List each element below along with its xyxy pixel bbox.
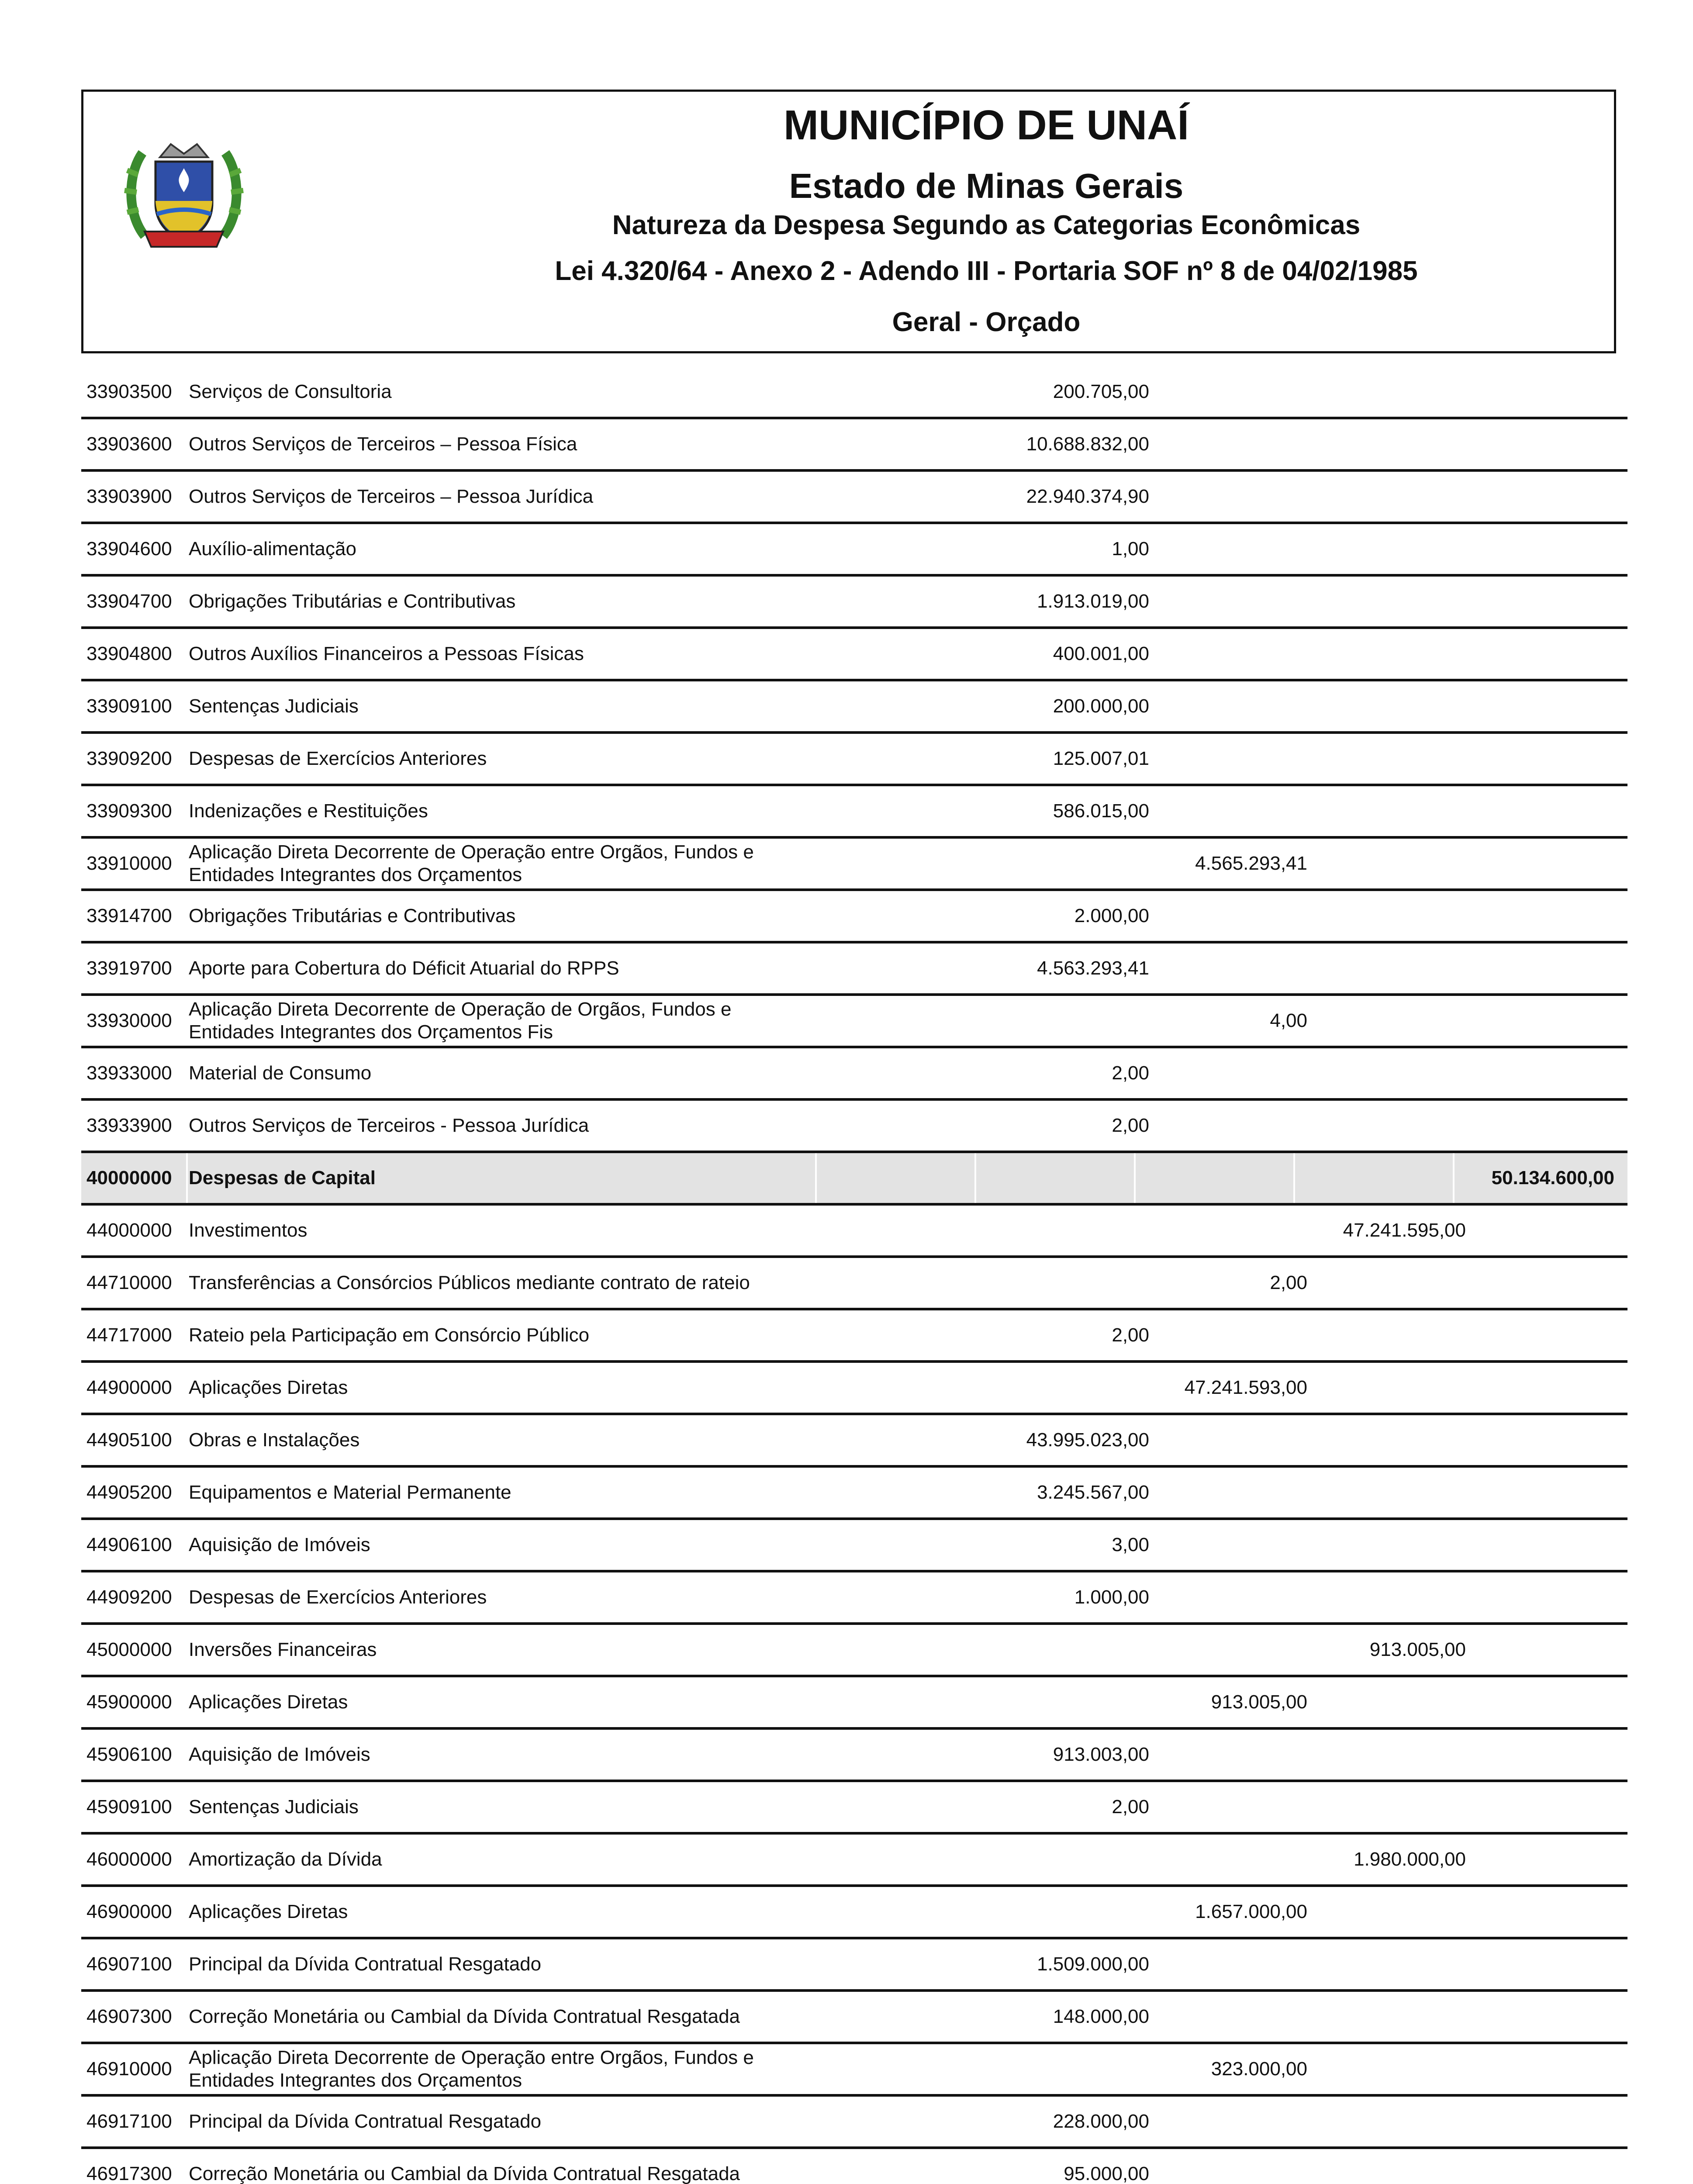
amount-c2: 2,00 [1270,1272,1307,1293]
account-description: Aplicação Direta Decorrente de Operação de Orgãos, Fundos e Entidades Integrantes dos Orçamentos Fis [189,999,732,1043]
table-row [81,1992,1627,2044]
amount-c1: 913.003,00 [1053,1744,1149,1765]
account-description: Principal da Dívida Contratual Resgatado [189,1953,542,1975]
table-row [81,1939,1627,1992]
table-row [81,1048,1627,1101]
expense-table [81,367,1627,2184]
account-code: 33909100 [86,695,172,717]
amount-c1: 125.007,01 [1053,748,1149,769]
table-row [81,681,1627,734]
amount-c1: 22.940.374,90 [1026,486,1149,507]
amount-c1: 586.015,00 [1053,800,1149,822]
amount-c1: 400.001,00 [1053,643,1149,664]
amount-c1: 2,00 [1112,1115,1149,1136]
account-description: Material de Consumo [189,1062,372,1084]
account-code: 46907100 [86,1953,172,1975]
account-description: Despesas de Exercícios Anteriores [189,1586,487,1608]
account-description: Amortização da Dívida [189,1849,382,1870]
account-code: 45906100 [86,1744,172,1765]
account-description: Equipamentos e Material Permanente [189,1482,511,1503]
amount-c1: 1.000,00 [1074,1586,1149,1608]
amount-c3: 1.980.000,00 [1354,1849,1466,1870]
account-description: Aquisição de Imóveis [189,1744,370,1765]
account-description: Aplicações Diretas [189,1691,348,1713]
account-description: Auxílio-alimentação [189,538,356,560]
account-code: 46900000 [86,1901,172,1922]
account-code: 46917100 [86,2111,172,2132]
table-row [81,367,1627,419]
account-code: 33910000 [86,853,172,874]
account-code: 44906100 [86,1534,172,1555]
account-description: Obras e Instalações [189,1429,360,1451]
amount-c2: 47.241.593,00 [1184,1377,1307,1398]
table-row [81,524,1627,577]
table-row [81,1258,1627,1310]
table-row [81,2097,1627,2149]
account-code: 33903500 [86,381,172,402]
account-description: Despesas de Exercícios Anteriores [189,748,487,769]
table-row [81,577,1627,629]
account-code: 46917300 [86,2163,172,2184]
report-scope: Geral - Orçado [892,307,1081,337]
amount-c1: 2,00 [1112,1796,1149,1818]
amount-c1: 1.509.000,00 [1037,1953,1149,1975]
account-description: Outros Serviços de Terceiros – Pessoa Física [189,433,577,455]
account-description: Aplicações Diretas [189,1901,348,1922]
table-row [81,1887,1627,1939]
state-name: Estado de Minas Gerais [789,166,1184,205]
table-row [81,2044,1627,2097]
account-code: 45909100 [86,1796,172,1818]
legal-reference: Lei 4.320/64 - Anexo 2 - Adendo III - Portaria SOF nº 8 de 04/02/1985 [555,256,1418,286]
amount-c3: 913.005,00 [1369,1639,1466,1660]
account-code: 33904700 [86,591,172,612]
amount-c1: 43.995.023,00 [1026,1429,1149,1451]
table-row [81,1153,1627,1206]
table-row [81,1520,1627,1572]
account-description: Transferências a Consórcios Públicos mediante contrato de rateio [189,1272,750,1293]
amount-c4: 50.134.600,00 [1491,1167,1614,1189]
report-title: Natureza da Despesa Segundo as Categorias Econômicas [612,210,1361,240]
amount-c1: 200.705,00 [1053,381,1149,402]
account-description: Obrigações Tributárias e Contributivas [189,591,516,612]
page-title: MUNICÍPIO DE UNAÍ [783,102,1189,149]
table-row [81,943,1627,996]
amount-c3: 47.241.595,00 [1343,1220,1466,1241]
account-code: 44000000 [86,1220,172,1241]
table-row [81,1782,1627,1835]
amount-c1: 4.563.293,41 [1037,957,1149,979]
table-row [81,1730,1627,1782]
account-description: Serviços de Consultoria [189,381,392,402]
table-row [81,1101,1627,1153]
table-row [81,629,1627,681]
amount-c1: 2.000,00 [1074,905,1149,926]
account-code: 44905100 [86,1429,172,1451]
table-row [81,1625,1627,1677]
account-code: 46910000 [86,2058,172,2080]
account-code: 33903900 [86,486,172,507]
account-code: 33930000 [86,1010,172,1031]
table-row [81,839,1627,891]
amount-c1: 148.000,00 [1053,2006,1149,2027]
account-description: Principal da Dívida Contratual Resgatado [189,2111,542,2132]
table-row [81,1363,1627,1415]
table-row [81,1835,1627,1887]
account-code: 44909200 [86,1586,172,1608]
amount-c2: 913.005,00 [1211,1691,1307,1713]
amount-c1: 10.688.832,00 [1026,433,1149,455]
account-description: Correção Monetária ou Cambial da Dívida Contratual Resgatada [189,2163,740,2184]
table-row [81,996,1627,1048]
amount-c1: 3,00 [1112,1534,1149,1555]
account-code: 33933000 [86,1062,172,1084]
table-row [81,472,1627,524]
account-description: Outros Auxílios Financeiros a Pessoas Físicas [189,643,584,664]
account-code: 33903600 [86,433,172,455]
account-description: Aplicações Diretas [189,1377,348,1398]
account-description: Aplicação Direta Decorrente de Operação entre Orgãos, Fundos e Entidades Integrantes dos Orçamentos [189,841,754,885]
account-code: 33933900 [86,1115,172,1136]
table-row [81,2149,1627,2184]
account-description: Aporte para Cobertura do Déficit Atuarial do RPPS [189,957,619,979]
account-description: Outros Serviços de Terceiros – Pessoa Jurídica [189,486,594,507]
table-row [81,1310,1627,1363]
amount-c1: 95.000,00 [1064,2163,1149,2184]
report-header [81,90,1616,353]
account-description: Correção Monetária ou Cambial da Dívida Contratual Resgatada [189,2006,740,2027]
account-description: Sentenças Judiciais [189,695,359,717]
table-row [81,734,1627,786]
amount-c2: 4.565.293,41 [1195,853,1307,874]
amount-c1: 200.000,00 [1053,695,1149,717]
account-code: 33919700 [86,957,172,979]
amount-c1: 2,00 [1112,1324,1149,1346]
account-code: 44717000 [86,1324,172,1346]
table-row [81,1206,1627,1258]
amount-c2: 4,00 [1270,1010,1307,1031]
account-code: 33904800 [86,643,172,664]
table-row [81,1468,1627,1520]
amount-c1: 1.913.019,00 [1037,591,1149,612]
table-row [81,786,1627,839]
account-description: Rateio pela Participação em Consórcio Público [189,1324,590,1346]
amount-c2: 323.000,00 [1211,2058,1307,2080]
amount-c1: 3.245.567,00 [1037,1482,1149,1503]
table-row [81,419,1627,472]
account-description: Aplicação Direta Decorrente de Operação entre Orgãos, Fundos e Entidades Integrantes dos Orçamentos [189,2047,754,2091]
amount-c2: 1.657.000,00 [1195,1901,1307,1922]
account-code: 33909200 [86,748,172,769]
table-row [81,891,1627,943]
account-description: Inversões Financeiras [189,1639,377,1660]
amount-c1: 228.000,00 [1053,2111,1149,2132]
account-code: 44900000 [86,1377,172,1398]
account-code: 44905200 [86,1482,172,1503]
account-code: 45000000 [86,1639,172,1660]
account-code: 45900000 [86,1691,172,1713]
amount-c1: 2,00 [1112,1062,1149,1084]
account-code: 46000000 [86,1849,172,1870]
account-description: Obrigações Tributárias e Contributivas [189,905,516,926]
account-code: 33909300 [86,800,172,822]
account-description: Indenizações e Restituições [189,800,428,822]
account-description: Sentenças Judiciais [189,1796,359,1818]
amount-c1: 1,00 [1112,538,1149,560]
account-code: 46907300 [86,2006,172,2027]
table-row [81,1415,1627,1468]
account-code: 40000000 [86,1167,172,1189]
table-row [81,1677,1627,1730]
account-description: Aquisição de Imóveis [189,1534,370,1555]
account-code: 33914700 [86,905,172,926]
account-code: 44710000 [86,1272,172,1293]
account-description: Investimentos [189,1220,308,1241]
table-row [81,1572,1627,1625]
account-description: Despesas de Capital [189,1167,376,1189]
account-description: Outros Serviços de Terceiros - Pessoa Jurídica [189,1115,589,1136]
account-code: 33904600 [86,538,172,560]
